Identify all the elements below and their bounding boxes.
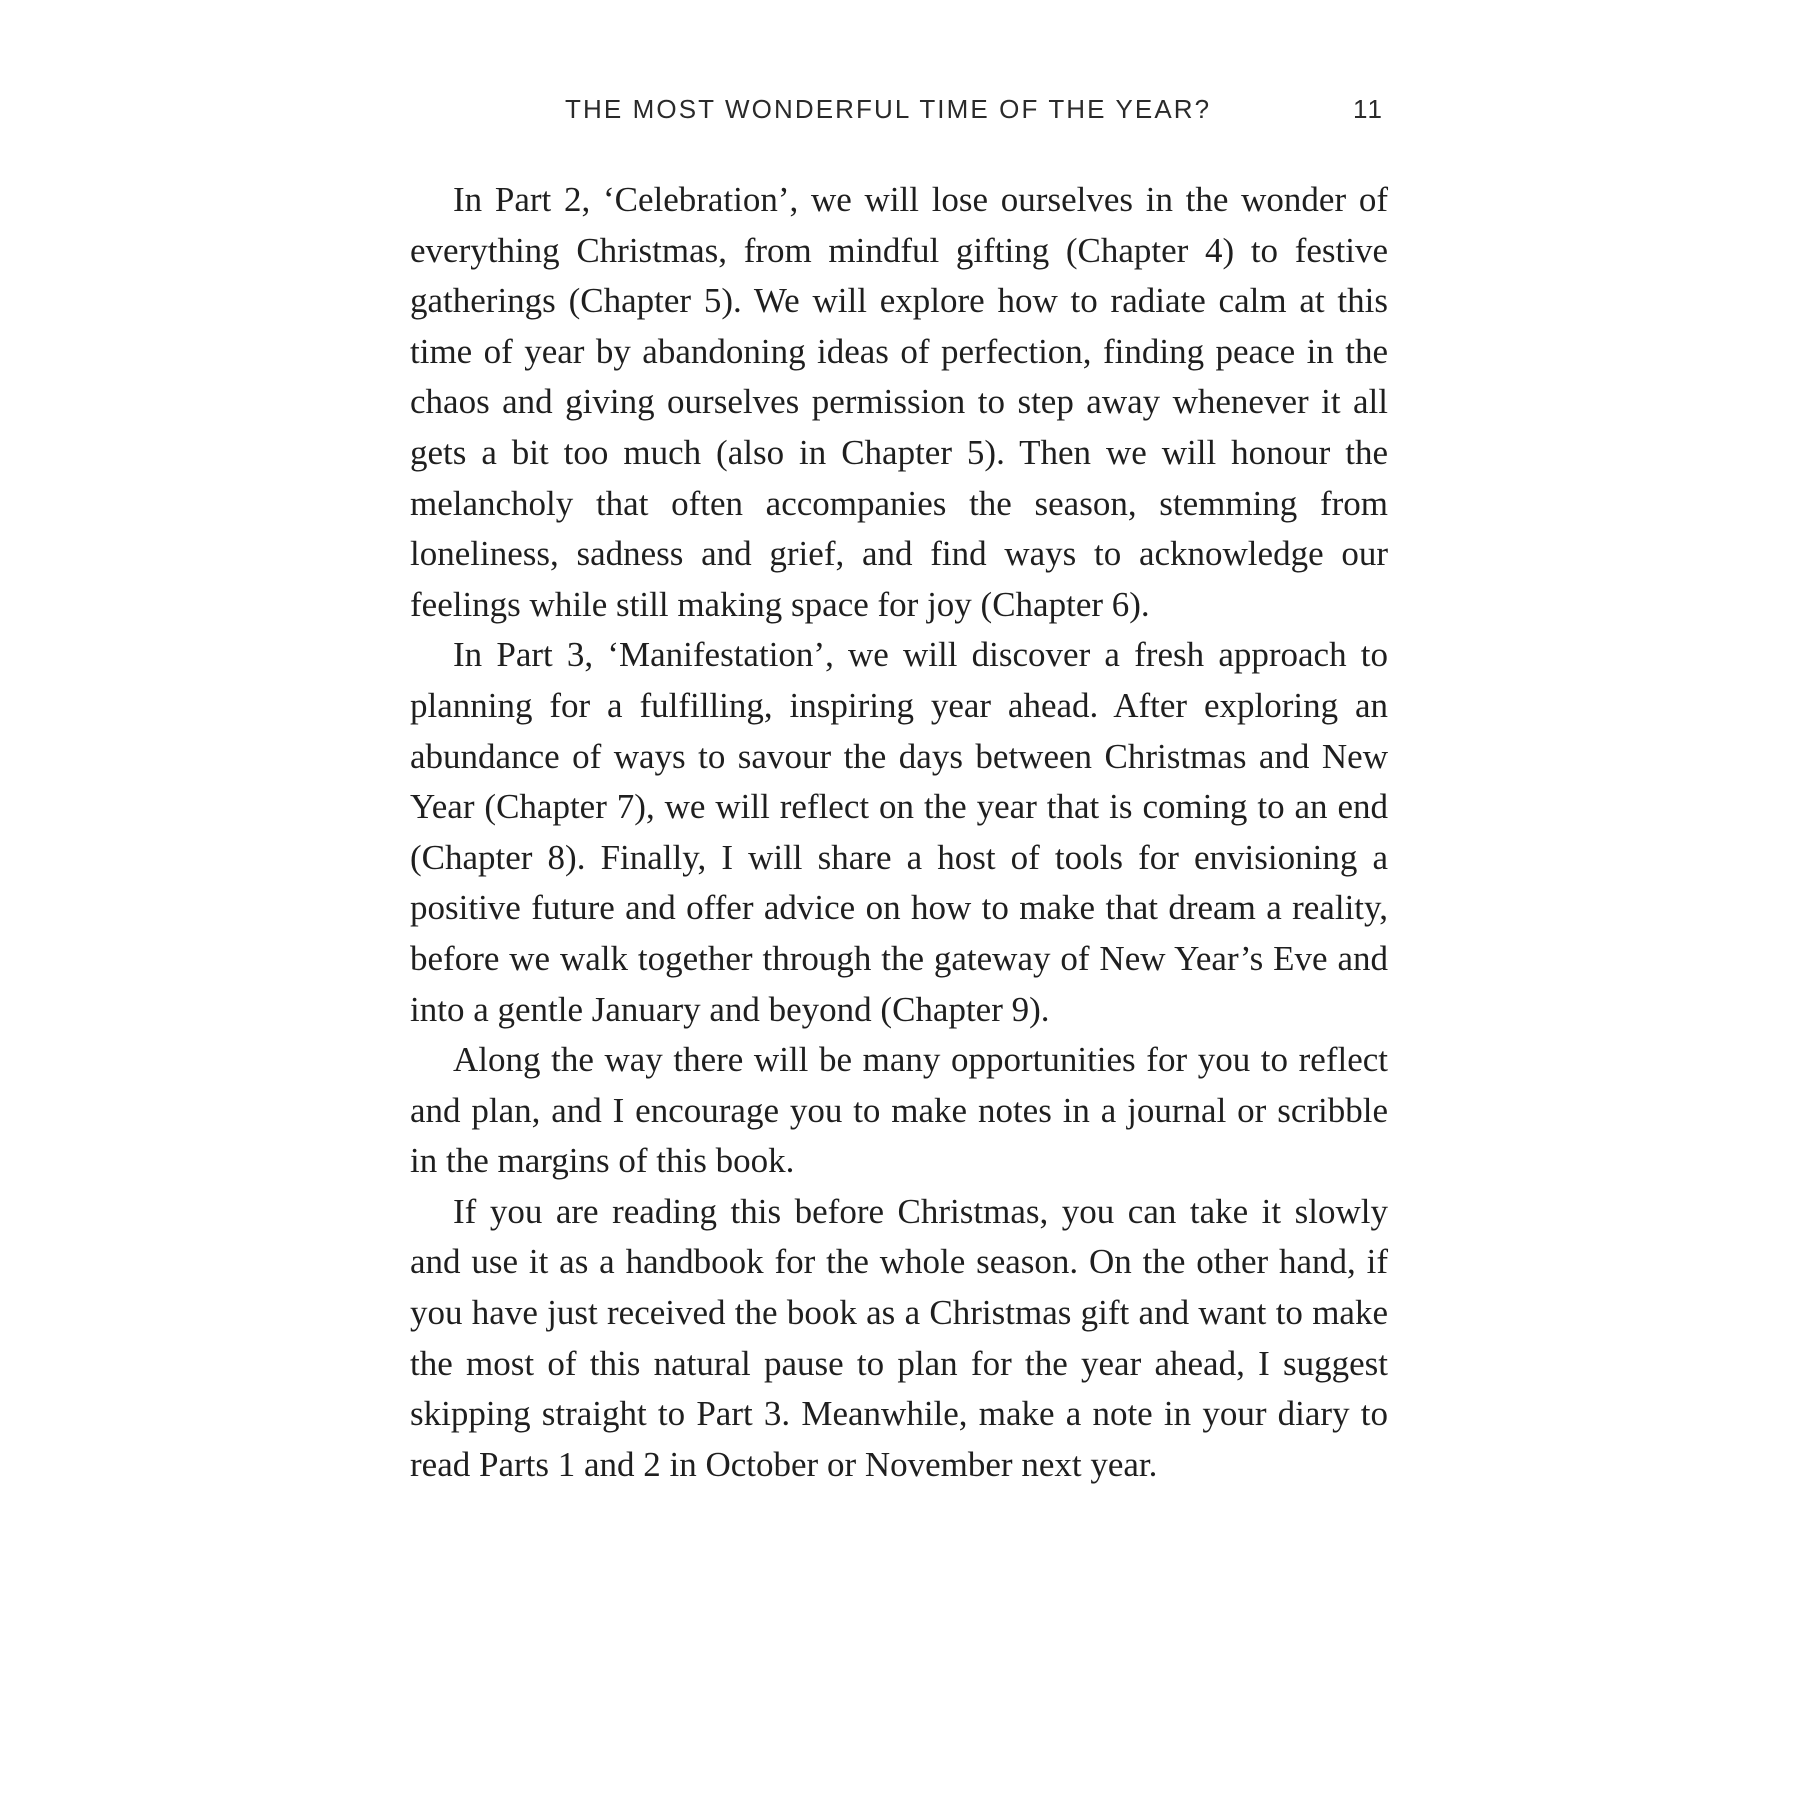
body-text — [410, 175, 1388, 1490]
page-number: 11 — [1353, 94, 1384, 124]
running-head — [410, 94, 1388, 134]
paragraph-reflection: Along the way there will be many opportunities for you to reflect and plan, and I encourage you to make notes in a journal or scribble in the margins of this book. — [410, 1040, 1388, 1181]
paragraph-part-2: In Part 2, ‘Celebration’, we will lose ourselves in the wonder of everything Christmas, from mindful gifting (Chapter 4) to festive gatherings (Chapter 5). We will explore how to radiate calm at this time of year by abandoning ideas of perfection, finding peace in the chaos and giving ourselves permission to step away whenever it all gets a bit too much (also in Chapter 5). Then we will honour the melancholy that often accompanies the season, stemming from loneliness, sadness and grief, and find ways to acknowledge our feelings while still making space for joy (Chapter 6). — [410, 180, 1388, 624]
paragraph-part-3: In Part 3, ‘Manifestation’, we will discover a fresh approach to planning for a fulfilling, inspiring year ahead. After exploring an abundance of ways to savour the days between Christmas and New Year (Chapter 7), we will reflect on the year that is coming to an end (Chapter 8). Finally, I will share a host of tools for envisioning a positive future and offer advice on how to make that dream a reality, before we walk together through the gateway of New Year’s Eve and into a gentle January and beyond (Chapter 9). — [410, 635, 1388, 1029]
paragraph-reading-guidance: If you are reading this before Christmas, you can take it slowly and use it as a handbook for the whole season. On the other hand, if you have just received the book as a Christmas gift and want to make the most of this natural pause to plan for the year ahead, I suggest skipping straight to Part 3. Meanwhile, make a note in your diary to read Parts 1 and 2 in October or November next year. — [410, 1191, 1388, 1484]
running-head-title: THE MOST WONDERFUL TIME OF THE YEAR? — [565, 94, 1212, 124]
